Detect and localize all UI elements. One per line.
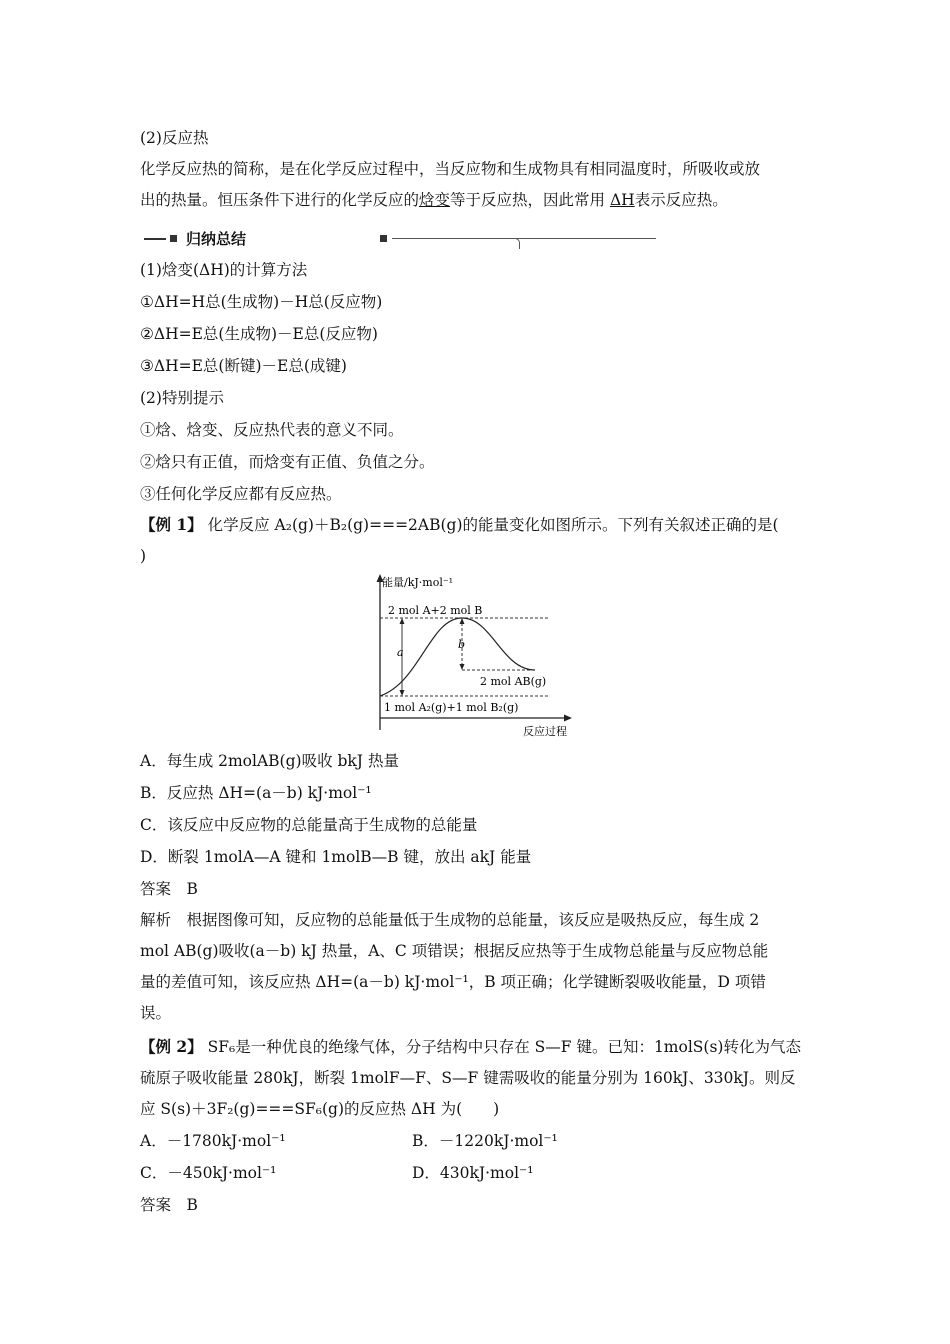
para-text: 出的热量。恒压条件下进行的化学反应的 — [140, 191, 420, 209]
example1-stem-line-1 — [140, 515, 779, 535]
term-delta-h: ΔH — [609, 191, 635, 209]
x-axis-label: 反应过程 — [523, 725, 567, 738]
example2-stem-line-2: 硫原子吸收能量 280kJ，断裂 1molF—F、S—F 键需吸收的能量分别为 160kJ、330kJ。则反 — [140, 1069, 796, 1087]
summary-line: ②焓只有正值，而焓变有正值、负值之分。 — [140, 453, 435, 471]
section-paragraph-line-1: 化学反应热的简称，是在化学反应过程中，当反应物和生成物具有相同温度时，所吸收或放 — [140, 160, 761, 178]
example1-analysis-line: 误。 — [140, 1004, 172, 1022]
summary-banner — [140, 229, 522, 251]
para-text: 表示反应热。 — [634, 191, 728, 209]
summary-line: (2)特别提示 — [140, 389, 224, 407]
summary-title: 归纳总结 — [186, 230, 247, 248]
example1-analysis-line: mol AB(g)吸收(a－b) kJ 热量，A、C 项错误；根据反应热等于生成物总能量与反应物总能 — [140, 942, 769, 960]
bottom-level-label: 1 mol A₂(g)+1 mol B₂(g) — [384, 701, 519, 714]
section-heading: (2)反应热 — [140, 129, 209, 147]
energy-diagram — [360, 570, 585, 740]
y-axis-label: 能量/kJ·mol⁻¹ — [382, 576, 454, 589]
example1-option-b: B．反应热 ΔH=(a－b) kJ·mol⁻¹ — [140, 784, 372, 802]
example1-analysis-line: 解析 根据图像可知，反应物的总能量低于生成物的总能量，该反应是吸热反应，每生成 2 — [140, 911, 760, 929]
banner-square-left — [170, 235, 177, 242]
banner-square-right — [380, 235, 387, 242]
banner-rule-right — [392, 238, 656, 239]
banner-rule-left — [144, 238, 166, 240]
example2-answer: 答案 B — [140, 1196, 198, 1214]
term-enthalpy-change: 焓变 — [419, 191, 451, 209]
summary-line: (1)焓变(ΔH)的计算方法 — [140, 261, 308, 279]
a-arrow-head-up — [400, 618, 405, 624]
mid-level-label: 2 mol AB(g) — [480, 675, 547, 688]
example1-option-a: A．每生成 2molAB(g)吸收 bkJ 热量 — [140, 752, 399, 770]
example2-option-b: B．－1220kJ·mol⁻¹ — [412, 1132, 558, 1150]
summary-line: ①ΔH=H总(生成物)－H总(反应物) — [140, 293, 383, 311]
b-arrow-head-down — [460, 664, 465, 670]
example2-option-d: D．430kJ·mol⁻¹ — [412, 1164, 534, 1182]
example2-tag: 【例 2】 — [140, 1037, 203, 1056]
example1-analysis-line: 量的差值可知，该反应热 ΔH=(a－b) kJ·mol⁻¹，B 项正确；化学键断裂吸收能量，D 项错 — [140, 973, 766, 991]
example2-stem: SF₆是一种优良的绝缘气体，分子结构中只存在 S—F 键。已知：1molS(s)转化为气态 — [207, 1038, 801, 1056]
x-axis-arrow — [564, 715, 572, 722]
a-arrow-head-down — [400, 690, 405, 696]
section-paragraph-line-2 — [140, 190, 728, 210]
example2-stem-line-3: 应 S(s)＋3F₂(g)===SF₆(g)的反应热 ΔH 为( ) — [140, 1100, 500, 1118]
example2-stem-line-1 — [140, 1037, 801, 1057]
summary-line: ③任何化学反应都有反应热。 — [140, 485, 342, 503]
example2-option-c: C．－450kJ·mol⁻¹ — [140, 1164, 277, 1182]
top-level-label: 2 mol A+2 mol B — [388, 604, 483, 617]
example1-stem: 化学反应 A₂(g)＋B₂(g)===2AB(g)的能量变化如图所示。下列有关叙述正确的是( — [207, 516, 779, 534]
summary-line: ③ΔH=E总(断键)－E总(成键) — [140, 357, 347, 375]
example2-option-a: A．－1780kJ·mol⁻¹ — [140, 1132, 286, 1150]
banner-corner — [513, 238, 520, 249]
example1-tag: 【例 1】 — [140, 515, 203, 534]
summary-line: ①焓、焓变、反应热代表的意义不同。 — [140, 421, 404, 439]
example1-option-d: D．断裂 1molA—A 键和 1molB—B 键，放出 akJ 能量 — [140, 848, 532, 866]
summary-line: ②ΔH=E总(生成物)－E总(反应物) — [140, 325, 378, 343]
example1-option-c: C．该反应中反应物的总能量高于生成物的总能量 — [140, 816, 478, 834]
example1-stem-line-2: ) — [140, 547, 147, 565]
a-label: a — [397, 646, 404, 659]
b-arrow-head-up — [460, 618, 465, 624]
b-label: b — [458, 638, 466, 651]
example1-answer: 答案 B — [140, 880, 198, 898]
para-text: 等于反应热，因此常用 — [450, 191, 610, 209]
